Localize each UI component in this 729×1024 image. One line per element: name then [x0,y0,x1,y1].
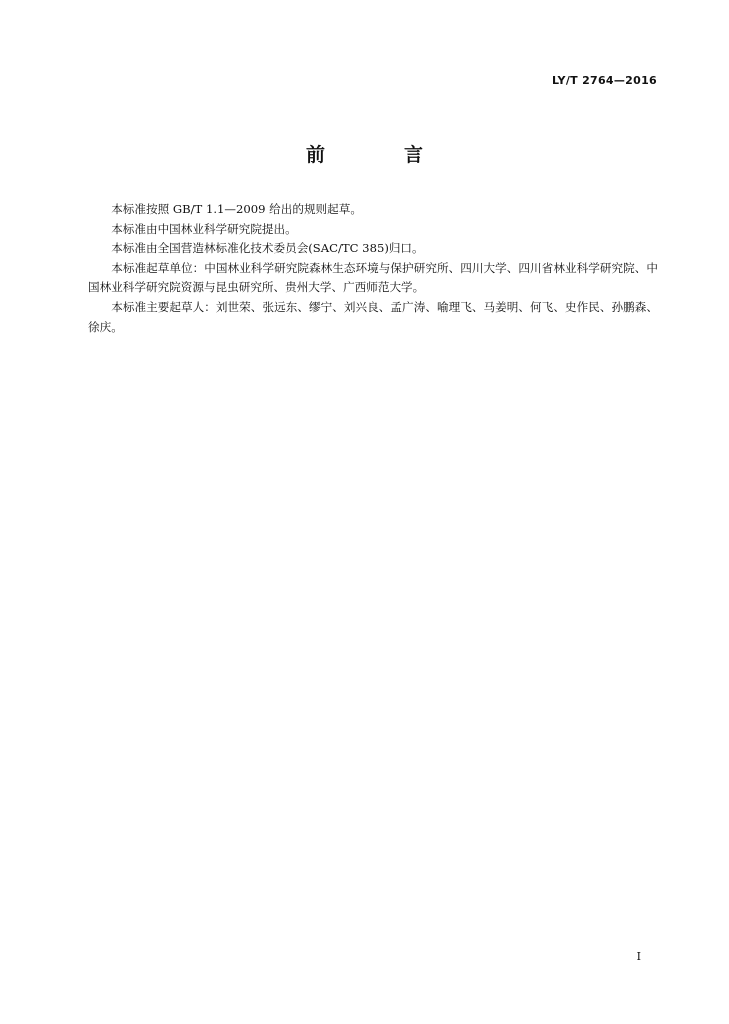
page-number: I [636,950,641,963]
paragraph-drafters: 本标准主要起草人：刘世荣、张远东、缪宁、刘兴良、孟广涛、喻理飞、马姜明、何飞、史作民、孙鹏森、徐庆。 [88,299,658,334]
paragraph-drafting-units: 本标准起草单位：中国林业科学研究院森林生态环境与保护研究所、四川大学、四川省林业科学研究院、中国林业科学研究院资源与昆虫研究所、贵州大学、广西师范大学。 [88,260,658,295]
page-title: 前 言 [305,144,453,166]
paragraph-proposer: 本标准由中国林业科学研究院提出。 [111,221,297,236]
foreword-body [88,200,658,337]
paragraph-drafting-rules: 本标准按照 GB/T 1.1—2009 给出的规则起草。 [111,202,362,216]
standard-code: LY/T 2764—2016 [551,74,657,87]
paragraph-committee: 本标准由全国营造林标准化技术委员会(SAC/TC 385)归口。 [111,241,424,256]
